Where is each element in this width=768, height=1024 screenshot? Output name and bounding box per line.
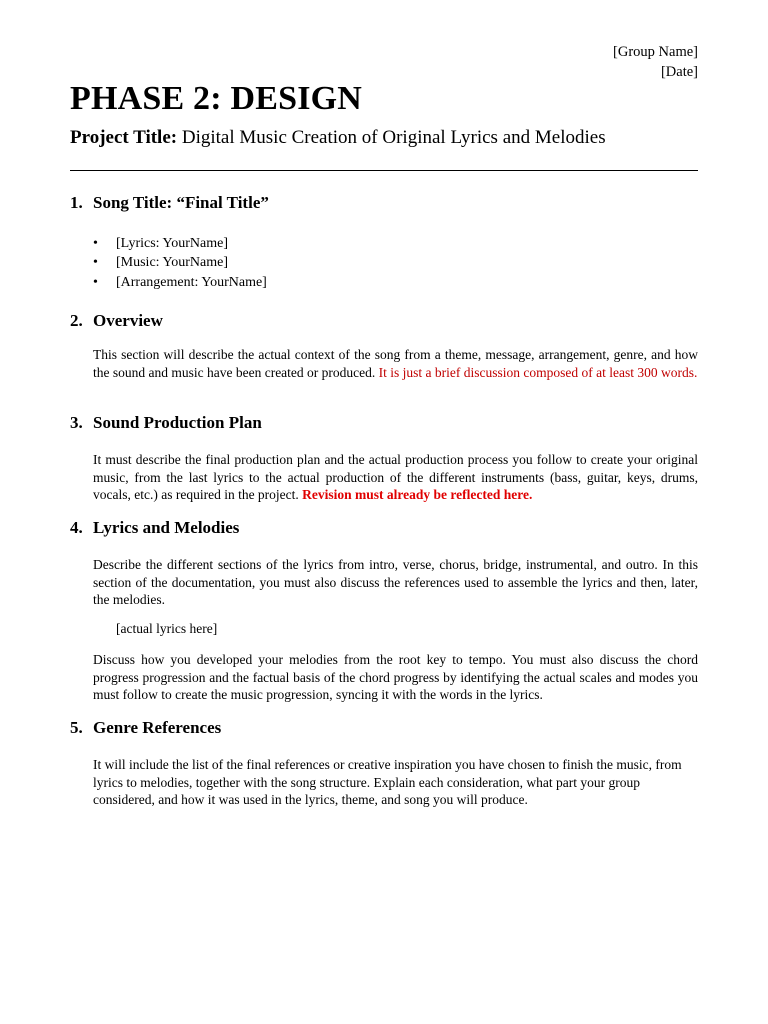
section-number: 3. bbox=[70, 413, 83, 432]
section-number: 4. bbox=[70, 518, 83, 537]
section-heading-text: Song Title: “Final Title” bbox=[93, 193, 269, 212]
genre-paragraph: It will include the list of the final references or creative inspiration you have chosen to finish the music, from lyrics to melodies, together with the song structure. Explain each consideration, what part your group considered, and how it was used in the lyrics, theme, and song you will produce. bbox=[93, 757, 682, 808]
section-number: 1. bbox=[70, 193, 83, 212]
section-heading-text: Overview bbox=[93, 311, 163, 330]
lyrics-placeholder: [actual lyrics here] bbox=[116, 621, 218, 636]
document-title: PHASE 2: DESIGN bbox=[70, 80, 363, 117]
lyrics-paragraph-2: Discuss how you developed your melodies from the root key to tempo. You must also discuss the chord progress progression and the factual basis of the chord progress by identifying the actual scales and modes you must follow to create the music progression, syncing it with the words in the lyrics. bbox=[93, 652, 698, 703]
section-heading-sound-production bbox=[70, 413, 262, 433]
section-heading-text: Genre References bbox=[93, 718, 222, 737]
section-number: 2. bbox=[70, 311, 83, 330]
date: [Date] bbox=[660, 64, 698, 80]
section-heading-overview bbox=[70, 311, 163, 331]
project-title-line bbox=[70, 127, 606, 149]
overview-text: This section will describe the actual context of the song from a theme, message, arrangement, genre, and how the sound and music have been created or produced. bbox=[93, 347, 698, 380]
list-item: • [Music: YourName] bbox=[93, 253, 267, 272]
list-item: • [Arrangement: YourName] bbox=[93, 273, 267, 292]
header-meta bbox=[613, 42, 698, 82]
group-name: [Group Name] bbox=[613, 44, 698, 60]
list-item: • [Lyrics: YourName] bbox=[93, 234, 267, 253]
production-text: It must describe the final production plan and the actual production process you follow to create your original music, from the last lyrics to the actual production of the different instruments (bass, guitar, keys, drums, vocals, etc.) as required in the project. bbox=[93, 452, 698, 503]
overview-paragraph bbox=[93, 346, 698, 381]
production-paragraph bbox=[93, 451, 698, 504]
lyrics-paragraph-1: Describe the different sections of the lyrics from intro, verse, chorus, bridge, instrumental, and outro. In this section of the documentation, you must also discuss the references used to assemble the lyrics and then, later, the melodies. bbox=[93, 557, 698, 608]
project-title-label: Project Title: bbox=[70, 127, 178, 148]
section-heading-song-title bbox=[70, 193, 269, 213]
section-number: 5. bbox=[70, 718, 83, 737]
production-red-note: Revision must already be reflected here. bbox=[302, 487, 533, 503]
overview-red-note: It is just a brief discussion composed of at least 300 words. bbox=[378, 364, 698, 380]
section-heading-text: Sound Production Plan bbox=[93, 413, 262, 432]
credits-list bbox=[93, 234, 267, 292]
section-heading-text: Lyrics and Melodies bbox=[93, 518, 240, 537]
divider-rule bbox=[70, 170, 698, 171]
project-title-value: Digital Music Creation of Original Lyrics and Melodies bbox=[181, 127, 606, 148]
section-heading-lyrics-melodies bbox=[70, 518, 239, 538]
section-heading-genre-references bbox=[70, 718, 221, 738]
